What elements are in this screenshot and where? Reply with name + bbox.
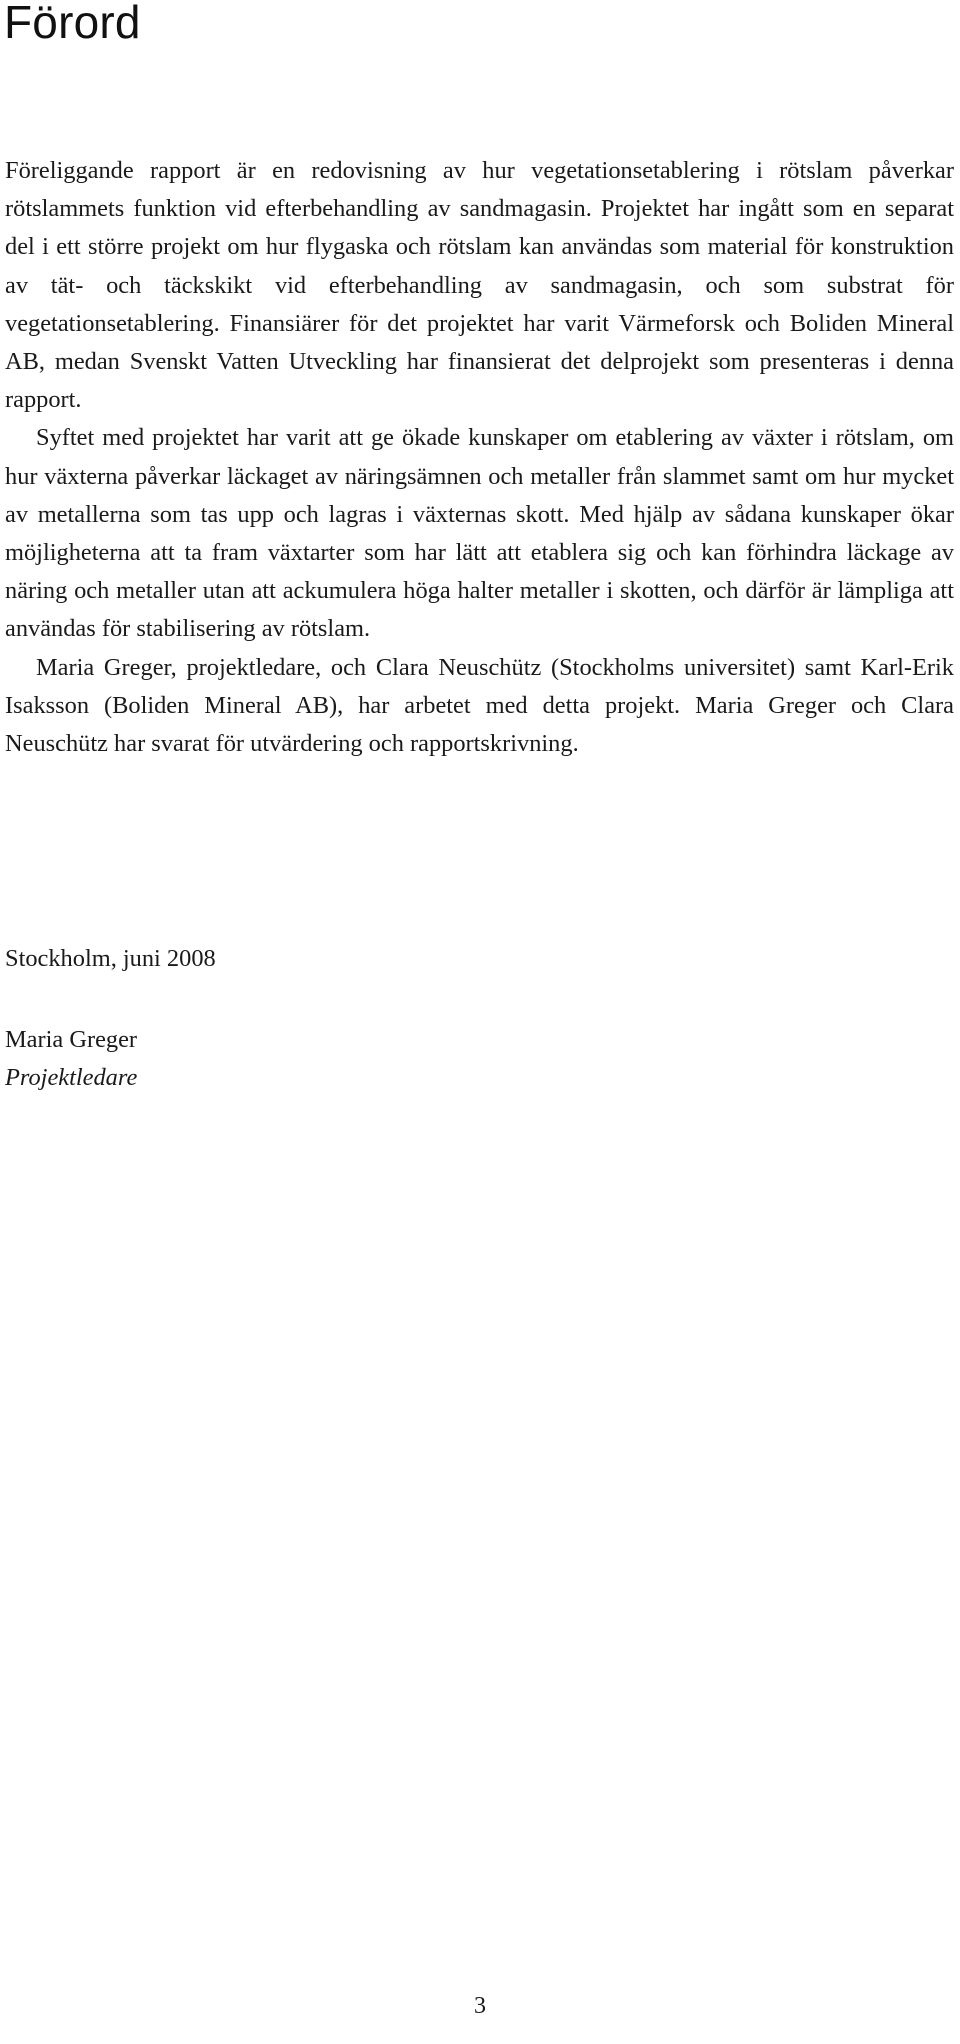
foreword-body [5,152,954,763]
page-number: 3 [474,1993,486,2019]
paragraph-purpose: Syftet med projektet har varit att ge ökade kunskaper om etablering av växter i rötslam, om hur växterna påverkar läckaget av näringsämnen och metaller från slammet samt om hur mycket av metallerna som tas upp och lagras i växternas skott. Med hjälp av sådana kunskaper ökar möjligheterna att ta fram växtarter som har lätt att etablera sig och kan förhindra läckage av näring och metaller utan att ackumulera höga halter metaller i skotten, och därför är lämpliga att användas för stabilisering av rötslam. [5,424,954,643]
signature-block [5,1021,137,1097]
signature-role: Projektledare [5,1064,138,1091]
signature-name: Maria Greger [5,1026,138,1053]
place-date: Stockholm, juni 2008 [5,945,216,972]
paragraph-contributors: Maria Greger, projektledare, och Clara Neuschütz (Stockholms universitet) samt Karl-Erik Isaksson (Boliden Mineral AB), har arbetet med detta projekt. Maria Greger och Clara Neuschütz har svarat för utvärdering och rapportskrivning. [5,653,954,758]
page-heading: Förord [4,0,141,48]
paragraph-intro: Föreliggande rapport är en redovisning av hur vegetationsetablering i rötslam påverkar rötslammets funktion vid efterbehandling av sandmagasin. Projektet har ingått som en separat del i ett större projekt om hur flygaska och rötslam kan användas som material för konstruktion av tät- och täckskikt vid efterbehandling av sandmagasin, och som substrat för vegetationsetablering. Finansiärer för det projektet har varit Värmeforsk och Boliden Mineral AB, medan Svenskt Vatten Utveckling har finansierat det delprojekt som presenteras i denna rapport. [5,157,954,414]
